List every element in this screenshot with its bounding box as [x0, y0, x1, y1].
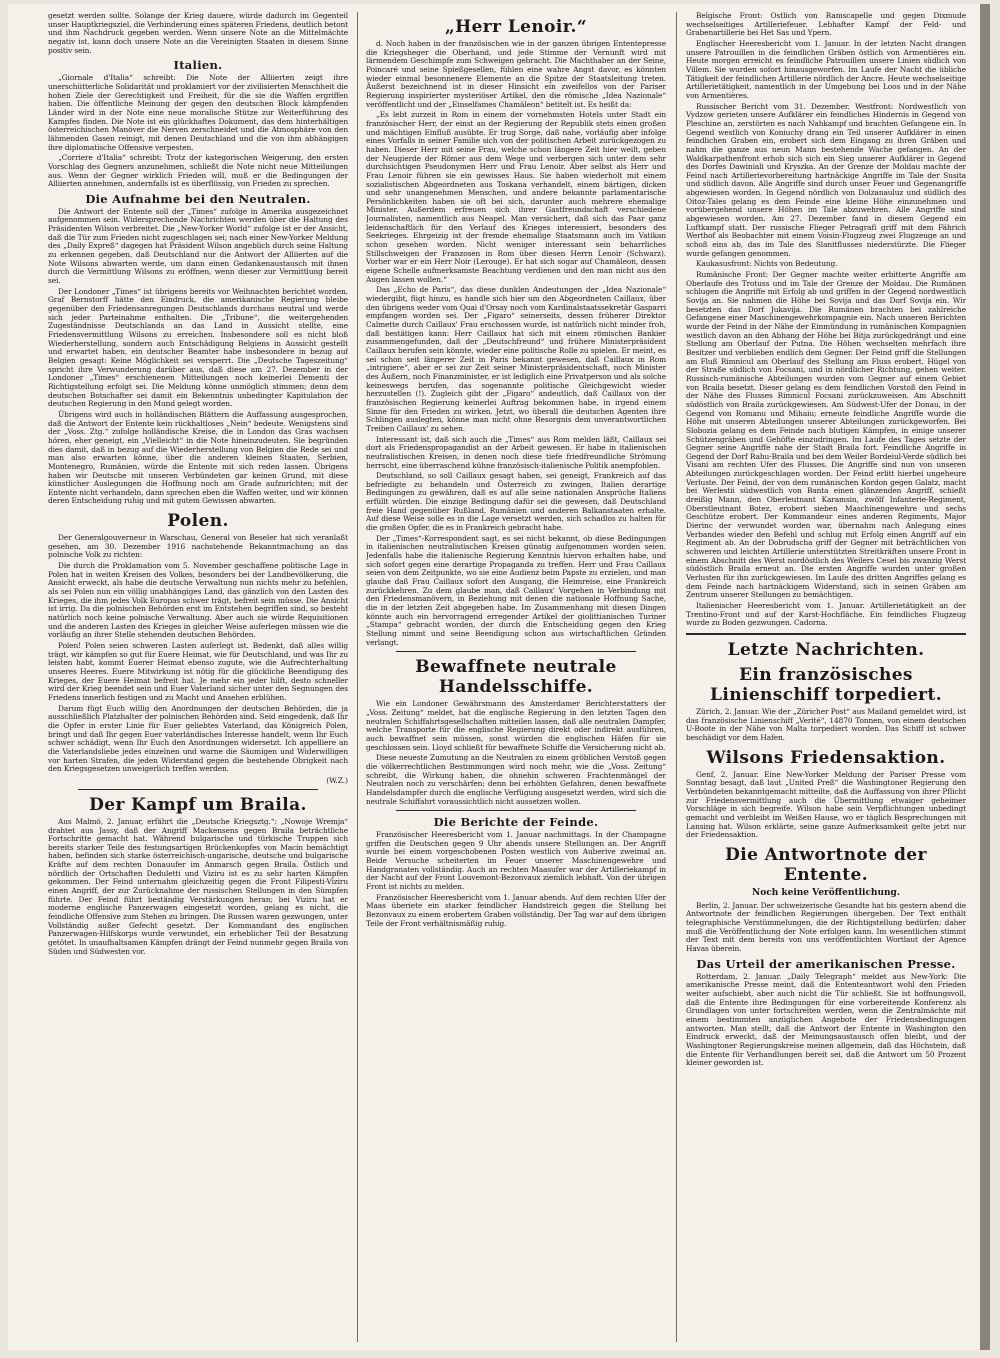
- article-paragraph: Der Londoner „Times“ ist übrigens bereits vor Weihnachten berichtet worden, Graf Bernstorff hätte den Eindruck, die amerikanische Regierung bleibe gegenüber den Friedensanregungen Deutschlands durchaus neutral und werde sich jeder Parteinahme enthalten. Die „Tribune“, die weitergehenden Zugeständnisse Deutschlands an das Land in Aussicht stellte, eine Friedensvermittlung Wilsons zu erreichen. Insbesondere soll es nicht bloß Wiederherstellung, sondern auch Entschädigung Belgiens in Aussicht gestellt und erwartet haben, ein deutscher Beamter habe insbesondere in bezug auf Belgien gesagt: Keine Möglichkeit sei versperrt. Die „Deutsche Tageszeitung“ spricht ihre Verwunderung darüber aus, daß diese am 27. Dezember in der Londoner „Times“ erschienenen Mitteilungen noch keinerlei Dementi der Richtigstellung erfolgt sei. Die Meldung könne unmöglich stimmen; denn dem deutschen Botschafter sei damit ein Bekenntnis unbedingter Kapitulation der deutschen Regierung in den Mund gelegt worden.: [48, 286, 348, 409]
- section-heading-neutralen: Die Aufnahme bei den Neutralen.: [85, 191, 311, 206]
- column-rule: [676, 12, 677, 1342]
- headline-braila: Der Kampf um Braila.: [89, 794, 307, 815]
- headline-polen: Polen.: [167, 511, 229, 532]
- article-paragraph: Französischer Heeresbericht vom 1. Januar abends. Auf dem rechten Ufer der Maas überiete ein starker feindlicher Handstreich gegen die Stellung bei Bezonvaux zu einem erobertem Graben vollständig. Der Tag war auf dem übrigen Teile der Front verhältnismäßig ruhig.: [366, 892, 666, 928]
- divider: [686, 633, 966, 635]
- headline-wilson: Wilsons Friedensaktion.: [706, 747, 946, 768]
- right-column: [686, 12, 966, 1342]
- left-column: [48, 12, 348, 1342]
- article-paragraph: d. Noch haben in der französischen wie in der ganzen übrigen Ententepresse die Kriegsheger die Oberhand, und jede Stimme der Vernunft wird mit lärmendem Geschimpfe zum Schweigen gebracht. Die Machthaber an der Seine, Poincaré und seine Spießgesellen, fühlen eine wahre Angst davor, es könnten wieder einmal besonnenere Elemente an die Spitze der Staatsleitung treten. Äußerst bezeichnend ist in dieser Hinsicht ein zweifellos von der Pariser Regierung inspirierter mysteriöser Artikel, den die römische „Idea Nazionale“ veröffentlicht und der „Einselfames Chamäleon“ betitelt ist. Es heißt da:: [366, 39, 666, 109]
- article-paragraph: Zürich, 2. Januar. Wie der „Züricher Post“ aus Mailand gemeldet wird, ist das französische Linienschiff „Verité“, 14870 Tonnen, von einem deutschen U-Boote in der Nähe von Malta torpediert worden. Das Schiff ist schwer beschädigt vor dem Hafen.: [686, 706, 966, 742]
- article-paragraph: Genf, 2. Januar. Eine New-Yorker Meldung der Pariser Presse vom Sonntag besagt, daß laut „United Preß“ die Washingtoner Regierung den Verbündeten bekanntgemacht mitteilte, daß die Auffassung von ihrer Pflicht zur Friedensvermittlung auch die Übermittlung etwaiger geheimer Vorschläge in sich begreife. Wilson habe sein Verpflichtungen unbedingt gemacht und verbleibt im Weißen Hause, wo er täglich Besprechungen mit Lansing hat. Wilson erklärte, seine ganze Aufmerksamkeit gelte jetzt nur der Friedensaktion.: [686, 769, 966, 840]
- article-paragraph: Diese neueste Zumutung an die Neutralen zu einem gröblichen Verstoß gegen die völkerrechtlichen Bestimmungen wird noch mehr, wie die „Voss. Zeitung“ schreibt, die Wirkung haben, die ohnehin schweren Frachtenmängel der Neutralen noch zu verschärfen; denn bei erhöhten Gefahren, denen bewaffnete Handelsdampfer durch die englische Verfügung ausgesetzt werden, wird sich die neutrale Schiffahrt voraussichtlich nicht aussetzen wollen.: [366, 753, 666, 806]
- divider: [396, 810, 636, 811]
- newspaper-page: [8, 4, 990, 1350]
- middle-column: [366, 12, 666, 1342]
- article-paragraph: Wie ein Londoner Gewährsmann des Amsterdamer Berichterstatters der „Voss. Zeitung“ meldet, hat die englische Regierung in den letzten Tagen den neutralen Schiffahrtsgesellschaften mitteilen lassen, daß alle neutralen Dampfer, welche Transporte für die englische Regierung direkt oder indirekt ausführen, auch bewaffnet sein müssen, sonst würden die englischen Häfen für sie geschlossen sein. Lloyd schließt für bewaffnete Schiffe die Versicherung nicht ab.: [366, 699, 666, 752]
- article-paragraph: Der Generalgouverneur in Warschau, General von Beseler hat sich veranlaßt gesehen, am 30. Dezember 1916 nachstehende Bekanntmachung an das polnische Volk zu richten:: [48, 533, 348, 560]
- article-paragraph: Polen! Polen seien schweren Lasten auferlegt ist. Bedenkt, daß alles willig trägt, wir kämpfen so gut für Euere Heimat, wie für Deutschland, und was Ihr zu leisten habt, kommt Euerer Heimat ebenso zugute, wie die Aufrechterhaltung unseres Heeres. Euere Mitwirkung ist nötig für die glückliche Beendigung des Krieges, der Euere Heimat befreit hat. Je mehr ein jeder hilft, desto schneller wird der Krieg beendet sein und Euer Vaterland sicher unter den Segnungen des Friedens innerlich festigen und zu Macht und Ansehen erblühen.: [48, 641, 348, 702]
- article-paragraph: Der „Times“-Korrespondent sagt, es sei nicht bekannt, ob diese Bedingungen in italienischen neutralistischen Kreisen günstig aufgenommen worden seien. Jedenfalls habe die italienische Regierung Kenntnis hiervon erhalten habe, und sich sofort gegen eine derartige Propaganda zu treffen. Herr und Frau Caillaux seien von dem Zeitpunkte, wo sie eine Audienz beim Papste zu erzielen, und man glaube daß Frau Caillaux sofort den Ausgang, die Heimreise, eine Frankreich zurückkehren. Zu dem glaube man, daß Caillaux' Vorgehen in Verbindung mit den Friedensmanövern, in Beziehung mit denen die nationale Hoffnung Sache, die in der letzten Zeit abgegeben habe. Im Zusammenhang mit diesen Dingen könnte auch ein hervorragend erregender Artikel der giolittianischen Turiner „Stampa“ gebracht worden, der durch die Entscheidung gegen den Krieg Stellung nimmt und seine Beendigung schon aus wirtschaftlichen Gründen verlangt.: [366, 533, 666, 647]
- headline-presse: Das Urteil der amerikanischen Presse.: [696, 956, 956, 971]
- article-paragraph: Die durch die Proklamation vom 5. November geschaffene politische Lage in Polen hat in weiten Kreisen des Volkes, besonders bei der Landbevölkerung, die Ansicht erweckt, als habe die deutsche Verwaltung nun nichts mehr zu befehlen, als sei Polen nun ein völlig unabhängiges Land, das gänzlich von den Lasten des Krieges, die ihm jedes Volk Europas schwer trägt, befreit sein müsse. Die Ansicht ist irrig. Da die polnischen Behörden erst im Entstehen begriffen sind, so besteht natürlich noch keine polnische Verwaltung. Aber auch sie würde Requisitionen und die anderen Lasten des Krieges in gleicher Weise auferlegen müssen wie die vorläufig an ihrer Stelle stehenden deutschen Behörden.: [48, 561, 348, 640]
- article-paragraph: Berlin, 2. Januar. Der schweizerische Gesandte hat bis gestern abend die Antwortnote der feindlichen Regierungen übergeben. Der Text enthält telegraphische Verstümmelungen, die der Richtigstellung bedürfen; daher muß die Veröffentlichung der Note erfolgen kann. Im wesentlichen stimmt der Text mit dem bereits von uns veröffentlichten Wortlaut der Agence Havas überein.: [686, 900, 966, 954]
- article-paragraph: Rumänische Front: Der Gegner machte weiter erbitterte Angriffe am Oberlaufe des Trotuss und im Tale der Grenze der Moldau. Die Rumänen schlugen die Angriffe mit Erfolg ab und griffen in der Gegend nordwestlich Sovija an. Sie nahmen die Höhe bei Sovija und das Dorf Sovija ein. Wir besetzten das Dorf Jukavija. Die Rumänen brachten bei zahlreiche Gefangene einer Maschinengewehrkompagnie ein. Nach unseren Berichten wurde der Feind in der Nähe der Einmündung in rumänischen Kompagnien westlich davon an den Abhang der Höhe bei Bitja zurückgedrängt und eine Stellung am Oberlauf der Putna. Die Höhen wechselten mehrfach ihre Besitzer und verblieben endlich dem Gegner. Der Feind griff die Stellungen am Fluß Rimnicul am Oberlauf des Stellung am Fluss erobert. Hügel von der Straße südlich von Focsani, und in nördlicher Richtung, gehen weiter. Russisch-rumänische Abteilungen wurden vom Gegner auf einem Gebiet von Braila besetzt. Dieser gelang es dem feindlichen Vorstoß den Feind in der Nähe des Flusses Rimnicul Focsani zurückzuweisen. Am Abschnitt südöstlich von Braila zurückgewiesen. Am Südwest-Ufer der Donau, in der Gegend von Romanu und Mihaiu; erneute feindliche Angriffe wurde die Höhe mit unseren Abteilungen unserer Abteilungen zurückgeworfen. Bei Slobozia gelang es dem Feinde nach blutigen Kämpfen, in einige unserer Schützengräben und Gehöfte einzudringen. Im Laufe des Tages setzte der Gegner seine Angriffe nahe der Stadt Braila fort. Feindliche Angriffe in Gegend der Dorf Rahu-Braila und bei dem Weiler Bordeiul-Verde südlich bei Visani am rechten Ufer des Flusses. Die Angriffe sind nun von unseren Abteilungen zurückgeschlagen worden. Der Feind erlitt hierbei ungeheure Verluste. Der Feind, der von dem rumänischen Kordon gegen Galatz, macht bei Werlestii südwestlich von Banta einen glänzenden Angriff, schießt dreißig Mann, den Oberleutnant Karamsin, zwölf Infanterie-Regiment, Oberstleutnant Botez, erobert sieben Maschinengewehre und sechs Geschütze erobert. Der Kommandeur eines anderen Regiments, Major Dierinc der verwundet worden war, übernahm nach Anlegung eines Verbandes wieder den Befehl und schlug mit Erfolg einen Angriff auf ein Regiment ab. An der Dobrudscha griff der Gegner mit beträchtlichen von schweren und leichten Artillerie unterstützten Streitkräften unsere Front in einem Abschnitt des Werst nordöstlich des Weilers Cesel bis zwanzig Werst südöstlich Braila erneut an. Die ersten Angriffe wurden unter großen Verlusten für ihn zurückgewiesen. Im Laufe des dritten Angriffes gelang es dem Feinde nach hartnäckigem Widerstand, sich in seinen Gräben am Zentrum unserer Stellungen zu bemächtigen.: [686, 270, 966, 600]
- article-paragraph: „Es lebt zurzeit in Rom in einem der vornehmsten Hotels unter Stadt ein französischer Herr, der einst an der Regierung der Republik stets einen großen und mächtigen Einfluß ausübte. Er trug Sorge, daß nahe, vorläufig aber infolge eines Vorfalls in seiner Familie sich von der politischen Arbeit zurückgezogen zu haben. Dieser Herr mit seine Frau, welche schon längere Zeit hier weilt, geben der Neugierde der Römer aus dem Wege und verbergen sich unter dem sehr durchsichtigen Pseudonymen Herr und Frau Lenoir. Aber selbst als Herr und Frau Lenoir führen sie ein gewisses Haus. Sie haben wiederholt mit einem sozialistischen Abgeordneten aus Toskana verhandelt, einem bärtigen, dicken und sehr unangenehmen Menschen, und andere bekannte parlamentarische Persönlichkeiten haben sie oft bei sich, darunter auch mehrere ehemalige Minister. Außerdem erfreuen sich ihrer Gastfreundschaft verschiedene Journalisten, namentlich aus Neapel. Man versichert, daß sich das Paar ganz leidenschaftlich für den Verlauf des Krieges interessiert, besonders des Seekrieges. Ehrgeizig ist der fremde ehemalige Staatsmann auch im Vatikan schon gesehen worden. Nicht weniger interessant sein beharrliches Stillschweigen der Franzosen in Rom über diesen Herrn Lenoir (Schwarz). Vorher war er ein Herr Noir (Lerouge). Er hat sich sogar auf Chamäleon, dessen eigene Schelle aufmerksamste Beachtung verdienen und den man nicht aus den Augen lassen wollen.“: [366, 110, 666, 284]
- article-paragraph: Die Antwort der Entente soll der „Times“ zufolge in Amerika ausgezeichnet aufgenommen sein. Widersprechende Nachrichten werden über die Haltung des Präsidenten Wilson verbreitet. Die „New-Yorker World“ zufolge ist er der Ansicht, daß die Tür zum Frieden nicht zugeschlagen sei; nach einer New-Yorker Meldung des „Daily Expreß“ dagegen hat Präsident Wilson angeblich durch seine Haltung zu erkennen gegeben, daß Deutschland nur die Antwort der Alliierten auf die Note Wilsons abwarten werde, um dann einen Gedankenaustausch mit ihnen durch die Vermittlung Wilsons zu eröffnen, wenn dieser zur Vermittlung bereit sei.: [48, 206, 348, 286]
- divider: [396, 651, 636, 652]
- article-paragraph: Interessant ist, daß sich auch die „Times“ aus Rom melden läßt, Caillaux sei dort als Friedenspropagandist an der Arbeit gewesen. Er habe in italienischen neutralistischen Kreisen, in denen noch diese tiefe friedfreundliche Strömung herrscht, eine überraschend kühne französisch-italienische Politik anempfohlen.: [366, 434, 666, 470]
- article-paragraph: Russischer Bericht vom 31. Dezember. Westfront: Nordwestlich von Vydzow gerieten unsere Aufklärer ein feindliches Hindernis in Gegend von Pleschine an, zerstörten es nach Nahkampf und brachten Gefangene ein. In Gegend westlich von Koniuchy drang ein Teil unserer Aufklärer in einen feindlichen Graben ein, erobert sich dem Eingang zu ihren Gräben und nahm die ganze aus neun Mann bestehende Wache gefangen. An der Waldkarpathenfront erhob sich sich ein Sieg unserer Aufklärer in Gegend des Dorfes Dawiniali und Kryszka. An der Grenze der Moldau machte der Feind nach Artillerievorbereitung hartnäckige Angriffe im Tale der Susita und südlich davon. Alle Angriffe sind durch unser Feuer und Gegenangriffe abgewiesen worden. In Gegend nördlich von Dolzanauluz und südlich des Oitoz-Tales gelang es dem Feinde eine kleine Höhe einzunehmen und vorübergehend unsere Höhen im Tale abzuwehren. Alle Angriffe sind abgewiesen worden. Am 27. Dezember fand in diesem Gegend ein Luftkampf statt. Der russische Flieger Petragrafi griff mit dem Fährich Werthof als Beobachter mit einem Voisin-Flugzeug zwei Flugzeuge an und schoß eins ab, das im Tale des Slanitflusses niederstürzte. Die Flieger wurde gefangen genommen.: [686, 101, 966, 258]
- article-paragraph: Belgische Front: Östlich von Ramscapelle und gegen Dixmude wechselseitiges Artilleriefeuer. Lebhafter Kampf der Feld- und Grabenartillerie bei Het Sas und Ypern.: [686, 12, 966, 38]
- article-signature: (W.Z.): [326, 775, 348, 785]
- column-rule: [357, 12, 358, 1342]
- divider: [78, 789, 318, 790]
- article-paragraph: Englischer Heeresbericht vom 1. Januar. In der letzten Nacht drangen unsere Patrouillen in die feindlichen Gräben östlich von Armentières ein. Heute morgen erreicht es feindliche Patrouillen unsere Linien südlich von Villem. Sie wurden sofort hinausgeworfen. Im Laufe der Nacht die übliche Tätigkeit der feindlichen Artillerie nördlich der Ancre. Heute wechselseitige Artillerietätigkeit, namentlich in der Umgebung bei Loos und in der Nähe von Armentières.: [686, 38, 966, 100]
- article-paragraph: gesetzt werden sollte. Solange der Krieg dauere, würde dadurch im Gegenteil unser Hauptkriegsziel, die Verhinderung eines späteren Friedens, deutlich betont und ihm Nachdruck gegeben werden. Wenn unsere Note an die Mittelmächte negativ ist, kann doch unsere Note an die Vereinigten Staaten in diesem Sinne positiv sein.: [48, 12, 348, 55]
- article-paragraph: Italienischer Heeresbericht vom 1. Januar. Artillerietätigkeit an der Trentino-Front und auf der Karst-Hochfläche. Ein feindliches Flugzeug wurde zu Boden gezwungen. Cadorna.: [686, 600, 966, 628]
- section-heading-italien: Italien.: [173, 58, 223, 73]
- headline-lenoir: „Herr Lenoir.“: [444, 17, 588, 37]
- article-paragraph: Kaukasusfront: Nichts von Bedeutung.: [696, 259, 838, 269]
- headline-antwortnote: Die Antwortnote der Entente.: [725, 844, 927, 885]
- article-paragraph: Das „Echo de Paris“, das diese dunklen Andeutungen der „Idea Nazionale“ wiedergibt, fügt hinzu, es handle sich hier um den Abgeordneten Caillaux, über den übrigens weder vom Quai d'Orsay noch vom Kardinalstaatssekretär Gasparri empfangen worden sei. Der „Figaro“ seinerseits, dessen früherer Direktor Calmette durch Caillaux' Frau erschossen wurde, ist natürlich nicht minder froh, daß bestätigen kann: Herr Caillaux hat sich mit einem römischen Bankier zusammengefunden, daß der „Deutschfreund“ und frühere Ministerpräsident Caillaux berufen sein könnte, wieder eine politische Rolle zu spielen. Er meint, es sei schon seit längerer Zeit in Paris bekannt gewesen, daß Caillaux in Rom „intrigiere“, aber er sei zur Zeit seiner Ministerpräsidentschaft, noch Minister des Äußern, noch Finanzminister, er ist lediglich eine Privatperson und als solche keineswegs berufen, das sogenannte politische Gleichgewicht wieder herzustellen (!). Zugleich gibt der „Figaro“ andeutlich, daß Caillaux von der französischen Regierung keinerlei Auftrag bekommen habe, in irgend einem Sinne für den Frieden zu wirken. Jetzt, wo überall die deutschen Agenten ihre Schlingen auslegten, könne man nicht ohne Besorgnis dem unverantwortlichen Treiben Caillaux' zu sehen.: [366, 285, 666, 433]
- article-paragraph: Darum fügt Euch willig den Anordnungen der deutschen Behörden, die ja ausschließlich Platzhalter der polnischen Behörden sind. Seid eingedenk, daß Ihr die Opfer in erster Linie für Euer geliebtes Vaterland, das Königreich Polen, bringt und daß Ihr gegen Euer vaterländisches Interesse handelt, wenn Ihr Euch schwer schädigt, wenn Ihr Euch den Anordnungen widersetzt. Ich appelliere an die Vaterlandsliebe jedes einzelnen und warne die Säumigen und Widerwilligen vor harten Strafen, die jeden Widerstand gegen die bestehende Obrigkeit nach den Kriegsgesetzen unweigerlich treffen werden.: [48, 703, 348, 774]
- article-paragraph: „Giornale d'Italia“ schreibt: Die Note der Alliierten zeigt ihre unerschütterliche Solidarität und proklamiert vor der zivilisierten Menschheit die hohen Ziele der Gerechtigkeit und Freiheit, für die sie die Waffen ergriffen haben. Die öffentliche Meinung der gegen den deutschen Block kämpfenden Länder wird in der Note eine neue moralische Stütze zur Weiterführung des Kampfes finden. Die Note ist ein glückhaftes Dokument, das dem hinterhältigen österreichischen Manöver die Nerven zerschneidet und die Atmosphäre von den lähmenden Gasen reinigt, mit denen Deutschland und die von ihm abhängigen ihre diplomatische Offensive verpesten.: [48, 73, 348, 152]
- article-paragraph: Aus Malmö, 2. Januar, erfährt die „Deutsche Kriegsztg.“: „Nowoje Wremja“ drahtet aus Jassy, daß der Angriff Mackensens gegen Braila beträchtliche Fortschritte gemacht hat. Während bulgarische und türkische Truppen sich bereits starker Teile des festungsartigen Brückenkopfes von Macin bemächtigt haben, befinden sich starke österreichisch-ungarische, deutsche und bulgarische Kräfte auf dem rechten Donauufer im Anmarsch gegen Braila. Östlich und nördlich der Ortschaften Deduletti und Viziru ist es zu sehr harten Kämpfen gekommen. Der Feind unternahm gleichzeitig gegen die Front Filipesti-Viziru einen Angriff, der zur Zurücknahme der russischen Stellungen in den Sümpfen führte. Der Feind führt beständig Verstärkungen heran; bei Viziru hat er moderne englische Panzerwagen eingesetzt worden, gelang es nicht, die feindliche Offensive zum Stehen zu bringen. Die Russen waren gezwungen, unter Vollständig außer Gefecht gesetzt. Der Kommandant des englischen Panzerwagen-Hilfskorps wurde verwundet, ein erheblicher Teil der Besatzung getötet. In unaufhaltsamen Kämpfen drängt der Feind nunmehr gegen Braila von Süden und Südwesten vor.: [48, 816, 348, 956]
- headline-berichte: Die Berichte der Feinde.: [433, 815, 599, 830]
- article-paragraph: Rotterdam, 2. Januar. „Daily Telegraph“ meldet aus New-York: Die amerikanische Presse meint, daß die Ententeantwort wohl den Frieden weiter aufschiebt, aber auch nicht die Tür schließt. Sie ist hoffnungsvoll, daß die Entente ihre Bedingungen für eine vorbereitende Konferenz als Grundlagen von unter fortschreiten werden, wenn die Zentralmächte mit einem bestimmten anzüglichen Angebote der Friedensbedingungen antworten. Man stellt, daß die Antwort der Entente in Washington den Eindruck erweckt, daß der Meinungsaustausch offen bleibt, und der Washingtoner Regierungskreise meinen allgemein, daß das Höchstein, daß die Entente für Verhandlungen bereit sei, daß die Antwort um 50 Prozent kleiner geworden ist.: [686, 971, 966, 1068]
- article-paragraph: „Corriere d'Italia“ schreibt: Trotz der kategorischen Weigerung, den ersten Vorschlag des Gegners anzunehmen, schließt die Note nicht neue Mitteilungen aus. Wenn der Gegner wirklich Frieden will, muß er die Bedingungen der Alliierten annehmen, andernfalls ist es überflüssig, von Frieden zu sprechen.: [48, 153, 348, 189]
- article-paragraph: Übrigens wird auch in holländischen Blättern die Auffassung ausgesprochen, daß die Antwort der Entente kein rückhaltloses „Nein“ bedeute. Wenigstens sind der „Voss. Ztg.“ zufolge holländische Kreise, die in London das Gras wachsen hören, eher geneigt, ein „Vielleicht“ in die Note hineinzudeuten. Sie begründen dies damit, daß in bezug auf die Wiederherstellung von Belgien die Rede sei und man also erwarten könne, über die anderen kleinen Staaten, Serbien, Montenegro, Rumänien, würde die Entente mit sich reden lassen. Übrigens haben wir Deutsche mit unseren Verbündeten gar keinen Grund, mit diese künstlicher Auslegungen die Hoffnung noch am Grade aufzurichten; mit der Entente nicht verhandeln, dann sprechen eben die Waffen weiter, und wir können deren Entscheidung ruhig und mit gutem Gewissen abwarten.: [48, 409, 348, 506]
- subheading-antwortnote: Noch keine Veröffentlichung.: [752, 887, 900, 898]
- headline-letzte-nachrichten: Letzte Nachrichten.: [727, 639, 925, 660]
- article-paragraph: Französischer Heeresbericht vom 1. Januar nachmittags. In der Champagne griffen die Deutschen gegen 9 Uhr abends unsere Stellungen an. Der Angriff wurde bei einem vorgeschobenen Posten westlich von Auberive zweimal an. Beide Versuche scheiterten im Feuer unserer Maschinengewehre und Handgranaten vollständig. Auch an rechten Maasufer war der Artilleriekampf in der Nacht auf der Front Louvemont-Bezonvaux ziemlich lebhaft. Von der übrigen Front ist nichts zu melden.: [366, 830, 666, 892]
- article-paragraph: Deutschland, so soll Caillaux gesagt haben, sei geneigt, Frankreich auf das befriedigte zu behandeln und Österreich zu zwingen, Italien derartige Bedingungen zu gewähren, daß es auf alle seine nationalen Ansprüche Italiens erfüllt würden. Die einzige Bedingung dafür sei die gewesen, daß Deutschland freie Hand gegenüber Rußland, Rumänien und anderen Balkanstaaten erhalte. Auf diese Weise solle es in die Lage versetzt werden, sich schadlos zu halten für die großen Opfer, die es in Frankreich gebracht habe.: [366, 471, 666, 533]
- headline-handelsschiffe: Bewaffnete neutrale Handelsschiffe.: [415, 657, 617, 698]
- headline-linienschiff: Ein französisches Linienschiff torpediert.: [709, 664, 943, 705]
